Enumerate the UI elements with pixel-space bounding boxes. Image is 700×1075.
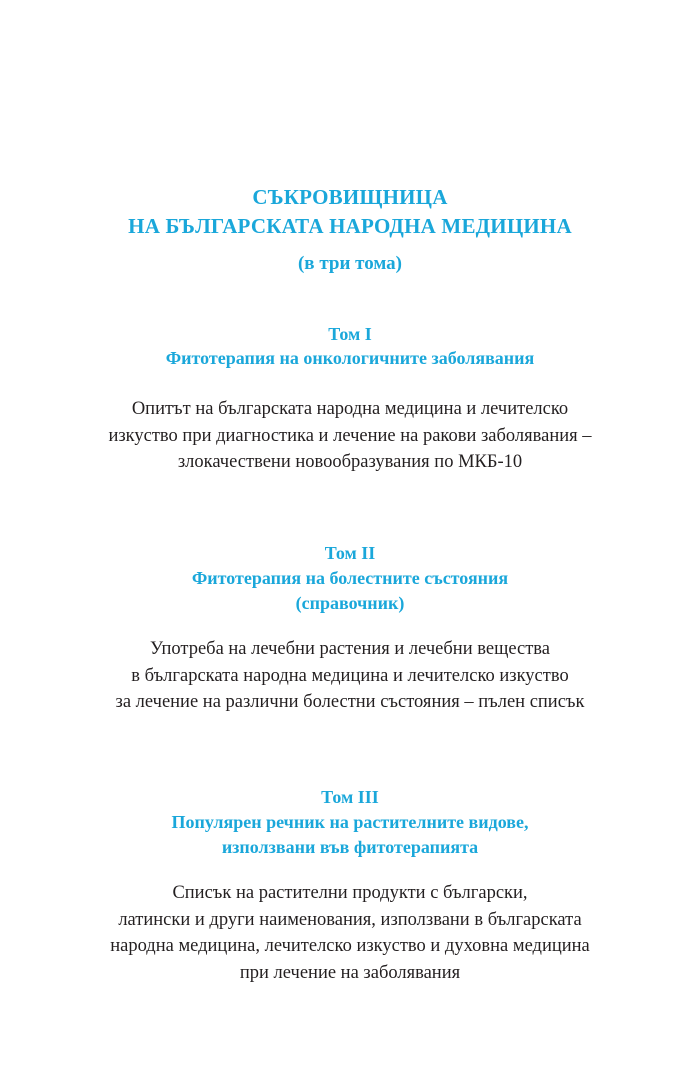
volume-3-description-line: латински и други наименования, използвани в българската xyxy=(118,909,582,930)
volume-1-title xyxy=(0,346,700,371)
volume-2-description-line: в българската народна медицина и лечителско изкуство xyxy=(131,665,569,686)
volume-3-title xyxy=(0,810,700,860)
volume-3-title-line: Популярен речник на растителните видове, xyxy=(171,812,529,832)
volume-1-title-line: Фитотерапия на онкологичните заболявания xyxy=(165,348,535,368)
volume-3-label: Том III xyxy=(321,787,379,807)
volume-1-description-line: Опитът на българската народна медицина и лечителско xyxy=(131,399,569,419)
volume-2-title-line: Фитотерапия на болестните състояния xyxy=(191,568,509,588)
series-title xyxy=(0,183,700,241)
volume-2-description xyxy=(0,636,700,716)
volume-3-description-line: Списък на растителни продукти с български, xyxy=(172,883,528,903)
volume-1-description-line: злокачествени новообразувания по МКБ-10 xyxy=(177,452,523,472)
volume-1-description-line: изкуство при диагностика и лечение на ракови заболявания – xyxy=(108,425,592,446)
volume-3-title-line: използвани във фитотерапията xyxy=(221,837,479,857)
volume-2-description-line: за лечение на различни болестни състояния – пълен списък xyxy=(115,692,585,712)
volume-2-title-line: (справочник) xyxy=(295,593,405,613)
volume-1-label: Том I xyxy=(328,324,372,344)
volume-2-title xyxy=(0,566,700,616)
series-title-line-2: НА БЪЛГАРСКАТА НАРОДНА МЕДИЦИНА xyxy=(128,214,572,238)
volume-3-description-line: народна медицина, лечителско изкуство и духовна медицина xyxy=(110,936,590,956)
volume-3-description-line: при лечение на заболявания xyxy=(239,962,461,983)
volume-2-label: Том II xyxy=(324,543,376,563)
series-subtitle: (в три тома) xyxy=(297,253,403,274)
volume-3-description xyxy=(0,880,700,986)
series-title-line-1: СЪКРОВИЩНИЦА xyxy=(252,185,448,209)
volume-1-description xyxy=(0,396,700,476)
volume-2-description-line: Употреба на лечебни растения и лечебни вещества xyxy=(150,639,550,659)
